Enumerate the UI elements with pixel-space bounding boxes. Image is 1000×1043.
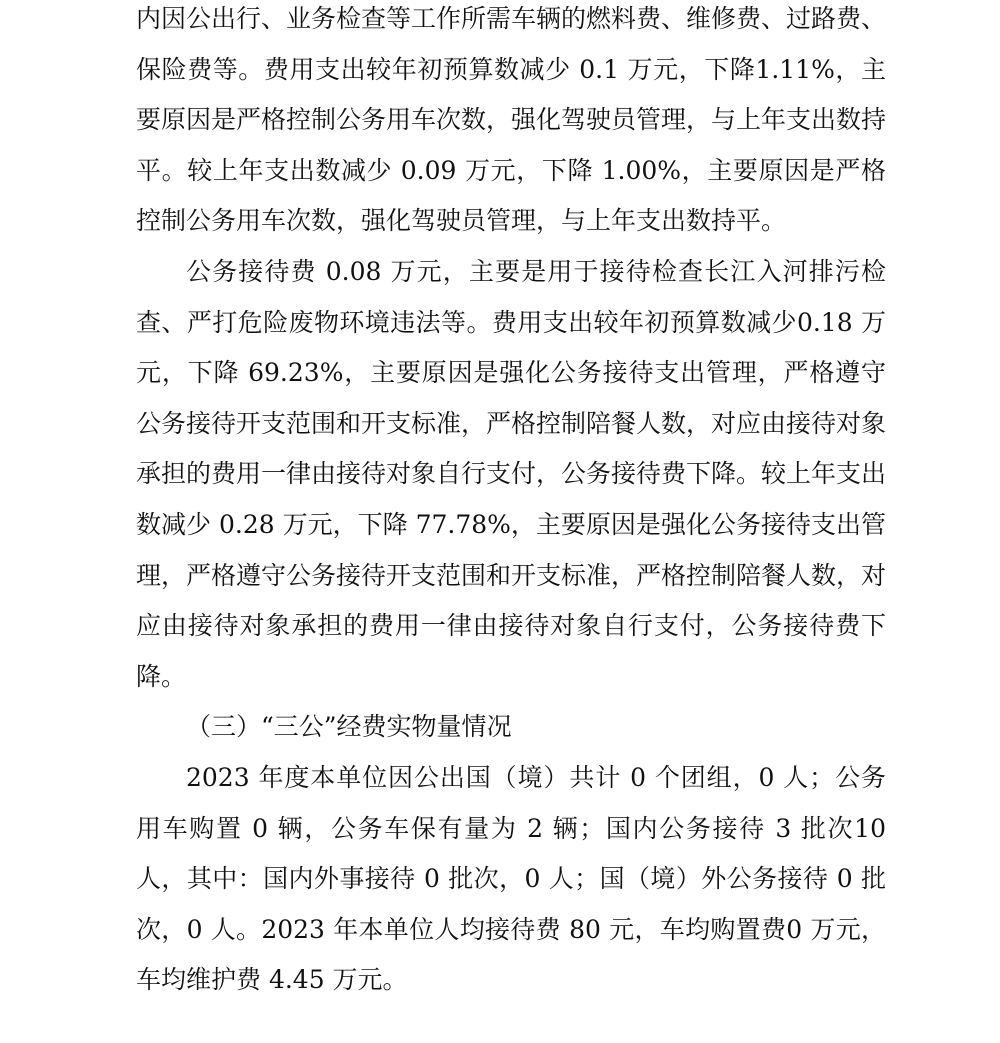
paragraph-reception-expenses: 公务接待费 0.08 万元，主要是用于接待检查长江入河排污检查、严打危险废物环境违法等。费用支出较年初预算数减少0.18 万元，下降 69.23%，主要原因是强化公务接待支出管理，严格遵守公务接待开支范围和开支标准，严格控制陪餐人数，对应由接待对象承担的费用一律由接待对象自行支付，公务接待费下降。较上年支出数减少 0.28 万元，下降 77.78%，主要原因是强化公务接待支出管理，严格遵守公务接待开支范围和开支标准，严格控制陪餐人数，对应由接待对象承担的费用一律由接待对象自行支付，公务接待费下降。 [136,256,887,691]
paragraph-vehicle-expenses: 内因公出行、业务检查等工作所需车辆的燃料费、维修费、过路费、保险费等。费用支出较年初预算数减少 0.1 万元，下降1.11%，主要原因是严格控制公务用车次数，强化驾驶员管理，与上年支出数持平。较上年支出数减少 0.09 万元，下降 1.00%，主要原因是严格控制公务用车次数，强化驾驶员管理，与上年支出数持平。 [136,4,887,236]
paragraph-physical-quantities: 2023 年度本单位因公出国（境）共计 0 个团组，0 人；公务用车购置 0 辆，公务车保有量为 2 辆；国内公务接待 3 批次10 人，其中：国内外事接待 0 批次，0 人；国（境）外公务接待 0 批次，0 人。2023 年本单位人均接待费 80 元，车均购置费0 万元，车均维护费 4.45 万元。 [136,762,886,995]
document-body [136,0,886,1006]
section-heading-physical-quantities: （三）“三公”经费实物量情况 [186,712,512,742]
